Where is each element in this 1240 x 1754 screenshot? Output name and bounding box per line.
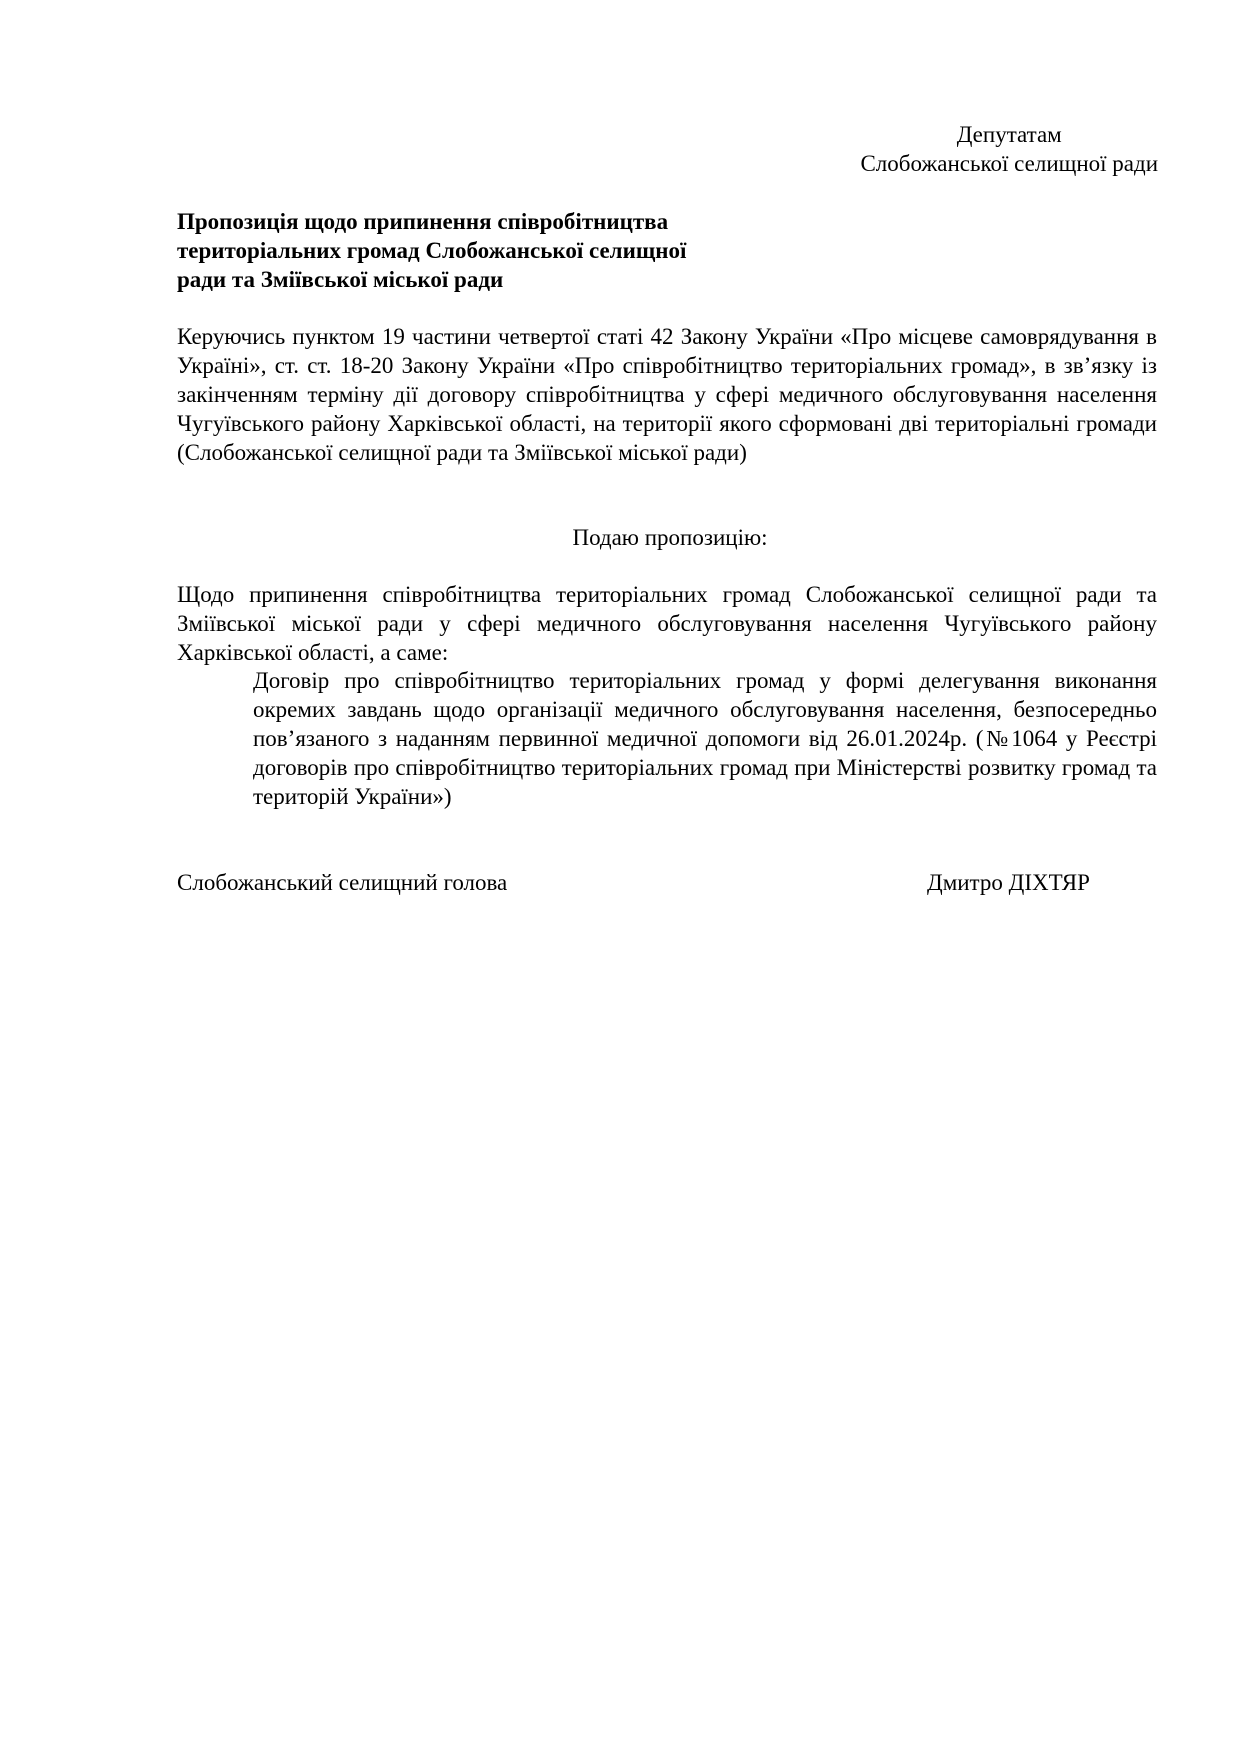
title-line-1: Пропозиція щодо припинення співробітництва bbox=[177, 209, 669, 234]
signatory-name: Дмитро ДІХТЯР bbox=[927, 870, 1090, 895]
title-line-2: територіальних громад Слобожанської селищної bbox=[177, 238, 687, 263]
preamble-paragraph: Керуючись пунктом 19 частини четвертої статі 42 Закону України «Про місцеве самоврядування в Україні», ст. ст. 18-20 Закону України «Про співробітництво територіальних громад», в зв’язку із закінченням терміну дії договору співробітництва у сфері медичного обслуговування населення Чугуївського району Харківської області, на території якого сформовані дві територіальні громади (Слобожанської селищної ради та Зміївської міської ради) bbox=[177, 324, 1157, 465]
contract-paragraph: Договір про співробітництво територіальних громад у формі делегування виконання окремих завдань щодо організації медичного обслуговування населення, безпосередньо пов’язаного з наданням первинної медичної допомоги від 26.01.2024р. (№1064 у Реєстрі договорів про співробітництво територіальних громад при Міністерстві розвитку громад та територій України») bbox=[253, 668, 1157, 809]
signatory-title: Слобожанський селищний голова bbox=[177, 870, 508, 895]
addressee-block bbox=[860, 120, 1158, 178]
addressee-line-1: Депутатам bbox=[956, 122, 1062, 147]
propose-heading: Подаю пропозицію: bbox=[572, 525, 768, 550]
addressee-line-2: Слобожанської селищної ради bbox=[860, 151, 1158, 176]
title-line-3: ради та Зміївської міської ради bbox=[177, 267, 504, 292]
proposal-paragraph: Щодо припинення співробітництва територіальних громад Слобожанської селищної ради та Зміївської міської ради у сфері медичного обслуговування населення Чугуївського району Харківської області, а саме: bbox=[177, 582, 1157, 665]
document-title bbox=[177, 207, 817, 294]
